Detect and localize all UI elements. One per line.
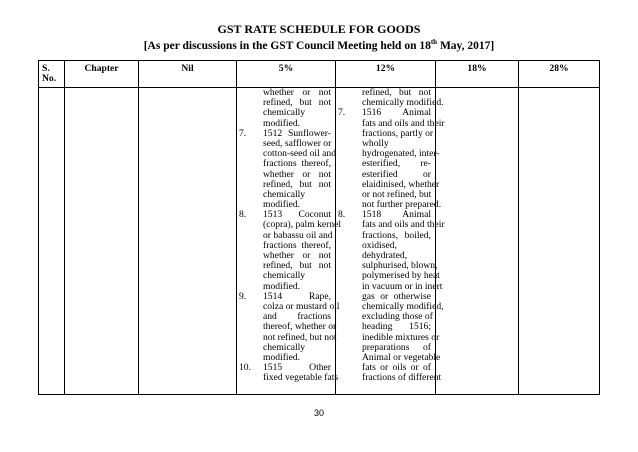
- entry-number: 10.: [239, 362, 251, 374]
- rate-12-entry: [336, 87, 444, 109]
- entry-line: oxidised,: [362, 239, 397, 251]
- entry-line: thereof, whether or: [263, 321, 337, 333]
- entry-line: chemically modified,: [362, 300, 444, 312]
- entry-line: gas or otherwise: [362, 290, 431, 302]
- entry-line: 1513 Coconut: [263, 209, 331, 221]
- rate-5-entry: [237, 129, 335, 211]
- entry-line: chemically modified.: [362, 97, 444, 109]
- entry-line: fats or oils or of: [362, 362, 431, 374]
- rate-5-entry: [237, 209, 342, 292]
- rate-5-entry: [237, 88, 335, 129]
- entry-line: (copra), palm kernel: [263, 219, 342, 231]
- entries-12-percent: [336, 87, 445, 384]
- entry-number: 8.: [239, 209, 247, 221]
- entry-line: 1518 Animal: [362, 209, 431, 221]
- cell-chapter: [65, 88, 139, 395]
- entry-line: refined, but not: [263, 97, 331, 109]
- column-header-28-percent: 28%: [519, 61, 600, 88]
- cell-28-percent: [519, 88, 600, 395]
- rate-5-entry: [237, 290, 340, 363]
- subtitle-superscript: th: [430, 38, 438, 46]
- entry-line: modified.: [263, 117, 301, 129]
- entry-line: sulphurised, blown,: [362, 260, 438, 272]
- entry-line: fractions thereof,: [263, 239, 331, 251]
- entry-line: cotton-seed oil and: [263, 148, 336, 160]
- entry-line: esterified or: [362, 168, 431, 180]
- entry-line: fractions of different: [362, 372, 442, 384]
- entry-line: dehydrated,: [362, 250, 408, 261]
- column-header-12-percent: 12%: [336, 61, 436, 88]
- entry-line: whether or not: [263, 87, 331, 98]
- rate-12-entry: [336, 107, 445, 211]
- entry-line: elaidinised, whether: [362, 178, 440, 190]
- column-header-5-percent: 5%: [237, 61, 336, 88]
- cell-12-percent: [336, 87, 445, 395]
- entry-line: fractions thereof,: [263, 158, 331, 170]
- subtitle-text: [As per discussions in the GST Council Meeting held on 18: [143, 39, 431, 52]
- table-row: [39, 88, 600, 395]
- entry-line: modified.: [263, 280, 301, 292]
- entry-line: chemically: [263, 107, 306, 119]
- entry-line: 1516 Animal: [362, 107, 431, 119]
- subtitle-date-suffix: May, 2017]: [437, 39, 495, 52]
- entry-line: or babassu oil and: [263, 229, 333, 241]
- entry-line: colza or mustard oil: [263, 300, 340, 312]
- cell-sno: [39, 88, 65, 395]
- entry-line: fractions, partly or: [362, 127, 434, 139]
- entry-line: chemically: [263, 270, 306, 282]
- entry-line: fractions, boiled,: [362, 229, 431, 241]
- cell-18-percent: [436, 88, 519, 395]
- entry-line: preparations of: [362, 341, 431, 353]
- rate-12-entry: [336, 209, 445, 384]
- column-header-18-percent: 18%: [436, 61, 519, 88]
- entry-line: 1512 Sunflower-: [263, 127, 331, 139]
- entry-line: not refined, but not: [263, 331, 337, 343]
- rate-5-entry: [237, 362, 339, 384]
- entry-line: in vacuum or in inert: [362, 280, 443, 292]
- entry-number: 8.: [338, 209, 346, 221]
- entry-line: modified.: [263, 199, 301, 211]
- entry-line: chemically: [263, 188, 306, 200]
- entry-line: or not refined, but: [362, 188, 432, 200]
- entry-line: 1515 Other: [263, 362, 331, 374]
- entry-line: modified.: [263, 351, 301, 363]
- entry-line: excluding those of: [362, 311, 433, 323]
- entry-line: inedible mixtures or: [362, 331, 440, 343]
- entry-line: refined, but not: [263, 178, 331, 190]
- entry-line: fixed vegetable fats: [263, 372, 339, 384]
- entry-line: hydrogenated, inter-: [362, 148, 440, 160]
- entry-line: chemically: [263, 341, 306, 353]
- table-header-row: [39, 61, 600, 88]
- entry-line: and fractions: [263, 311, 331, 323]
- entry-line: whether or not: [263, 168, 331, 180]
- entry-line: 1514 Rape,: [263, 290, 331, 302]
- entry-line: seed, safflower or: [263, 137, 332, 149]
- entry-line: not further prepared.: [362, 199, 442, 211]
- entries-5-percent: [237, 87, 342, 384]
- entry-line: whether or not: [263, 250, 331, 261]
- entry-line: refined, but not: [362, 87, 431, 98]
- page-subtitle: [0, 38, 638, 52]
- entry-line: fats and oils and their: [362, 219, 445, 231]
- entry-line: refined, but not: [263, 260, 331, 272]
- entry-line: Animal or vegetable: [362, 351, 441, 363]
- entry-line: wholly: [362, 137, 389, 149]
- entry-line: heading 1516;: [362, 321, 431, 333]
- cell-5-percent: [237, 87, 342, 395]
- entry-line: fats and oils and their: [362, 117, 445, 129]
- entry-number: 9.: [239, 290, 247, 302]
- cell-nil: [139, 88, 237, 395]
- page-title: GST RATE SCHEDULE FOR GOODS: [217, 22, 421, 36]
- entry-number: 7.: [338, 107, 346, 119]
- entry-number: 7.: [239, 127, 247, 139]
- gst-schedule-table: [38, 60, 600, 395]
- column-header-sno: S. No.: [39, 61, 65, 88]
- page-number: 30: [313, 408, 324, 418]
- entry-line: esterified, re-: [362, 158, 431, 170]
- entry-line: polymerised by heat: [362, 270, 440, 282]
- column-header-chapter: Chapter: [65, 61, 139, 88]
- column-header-nil: Nil: [139, 61, 237, 88]
